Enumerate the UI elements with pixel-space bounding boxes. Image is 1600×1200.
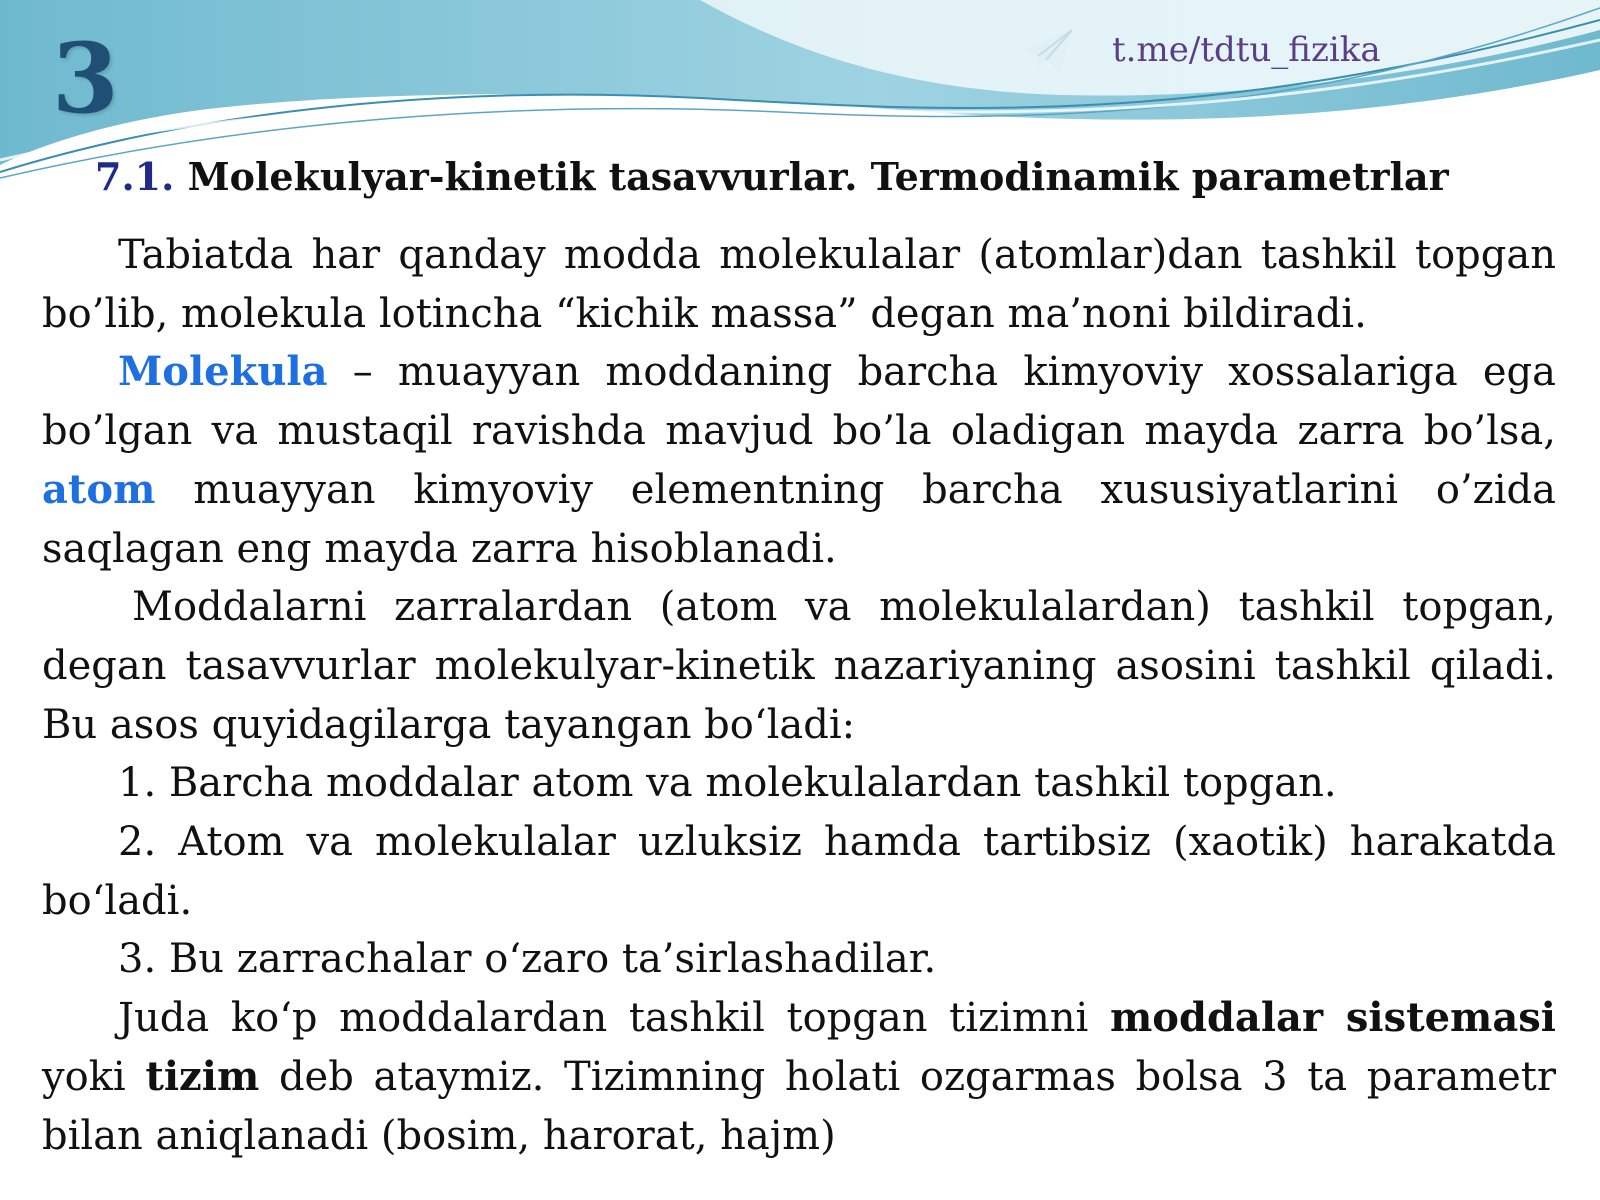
section-title-text: Molekulyar-kinetik tasavvurlar. Termodinamik parametrlar: [187, 154, 1449, 199]
list-item-3: 3. Bu zarrachalar o‘zaro ta’sirlashadilar.: [118, 936, 937, 983]
list-item-1: 1. Barcha moddalar atom va molekulalardan tashkil topgan.: [118, 760, 1337, 807]
term-tizim: tizim: [145, 1052, 260, 1100]
system-text-a: Juda ko‘p moddalardan tashkil topgan tizimni: [118, 995, 1110, 1042]
paragraph-theory: Moddalarni zarralardan (atom va molekulalardan) tashkil topgan, degan tasavvurlar molekulyar-kinetik nazariyaning asosini tashkil qiladi. Bu asos quyidagilarga tayangan bo‘ladi:: [42, 584, 1556, 748]
definition-atom: muayyan kimyoviy elementning barcha xususiyatlarini o’zida saqlagan eng mayda zarra hisoblanadi.: [42, 466, 1556, 572]
paragraph-system: [42, 989, 1556, 1165]
list-item-2: 2. Atom va molekulalar uzluksiz hamda tartibsiz (xaotik) harakatda bo‘ladi.: [42, 819, 1556, 924]
term-atom: atom: [42, 465, 156, 513]
channel-link[interactable]: t.me/tdtu_fizika: [1112, 30, 1381, 70]
body-text: [42, 226, 1556, 1165]
paragraph-intro: Tabiatda har qanday modda molekulalar (atomlar)dan tashkil topgan bo’lib, molekula lotincha “kichik massa” degan ma’noni bildiradi.: [42, 232, 1556, 337]
section-title: [95, 152, 1555, 202]
term-molekula: Molekula: [118, 348, 328, 396]
slide-number: 3: [52, 22, 119, 135]
system-text-c: deb ataymiz. Tizimning holati ozgarmas bolsa 3 ta parametr bilan aniqlanadi (bosim, harorat, hajm): [42, 1053, 1556, 1159]
system-text-b: yoki: [42, 1053, 146, 1100]
definition-molekula: – muayyan moddaning barcha kimyoviy xossalariga ega bo’lgan va mustaqil ravishda mavjud bo’la oladigan mayda zarra bo’lsa,: [42, 349, 1556, 455]
term-moddalar-sistemasi: moddalar sistemasi: [1109, 994, 1556, 1042]
telegram-icon: [1020, 26, 1076, 76]
section-number: 7.1.: [95, 154, 175, 199]
paragraph-definitions: [42, 343, 1556, 578]
